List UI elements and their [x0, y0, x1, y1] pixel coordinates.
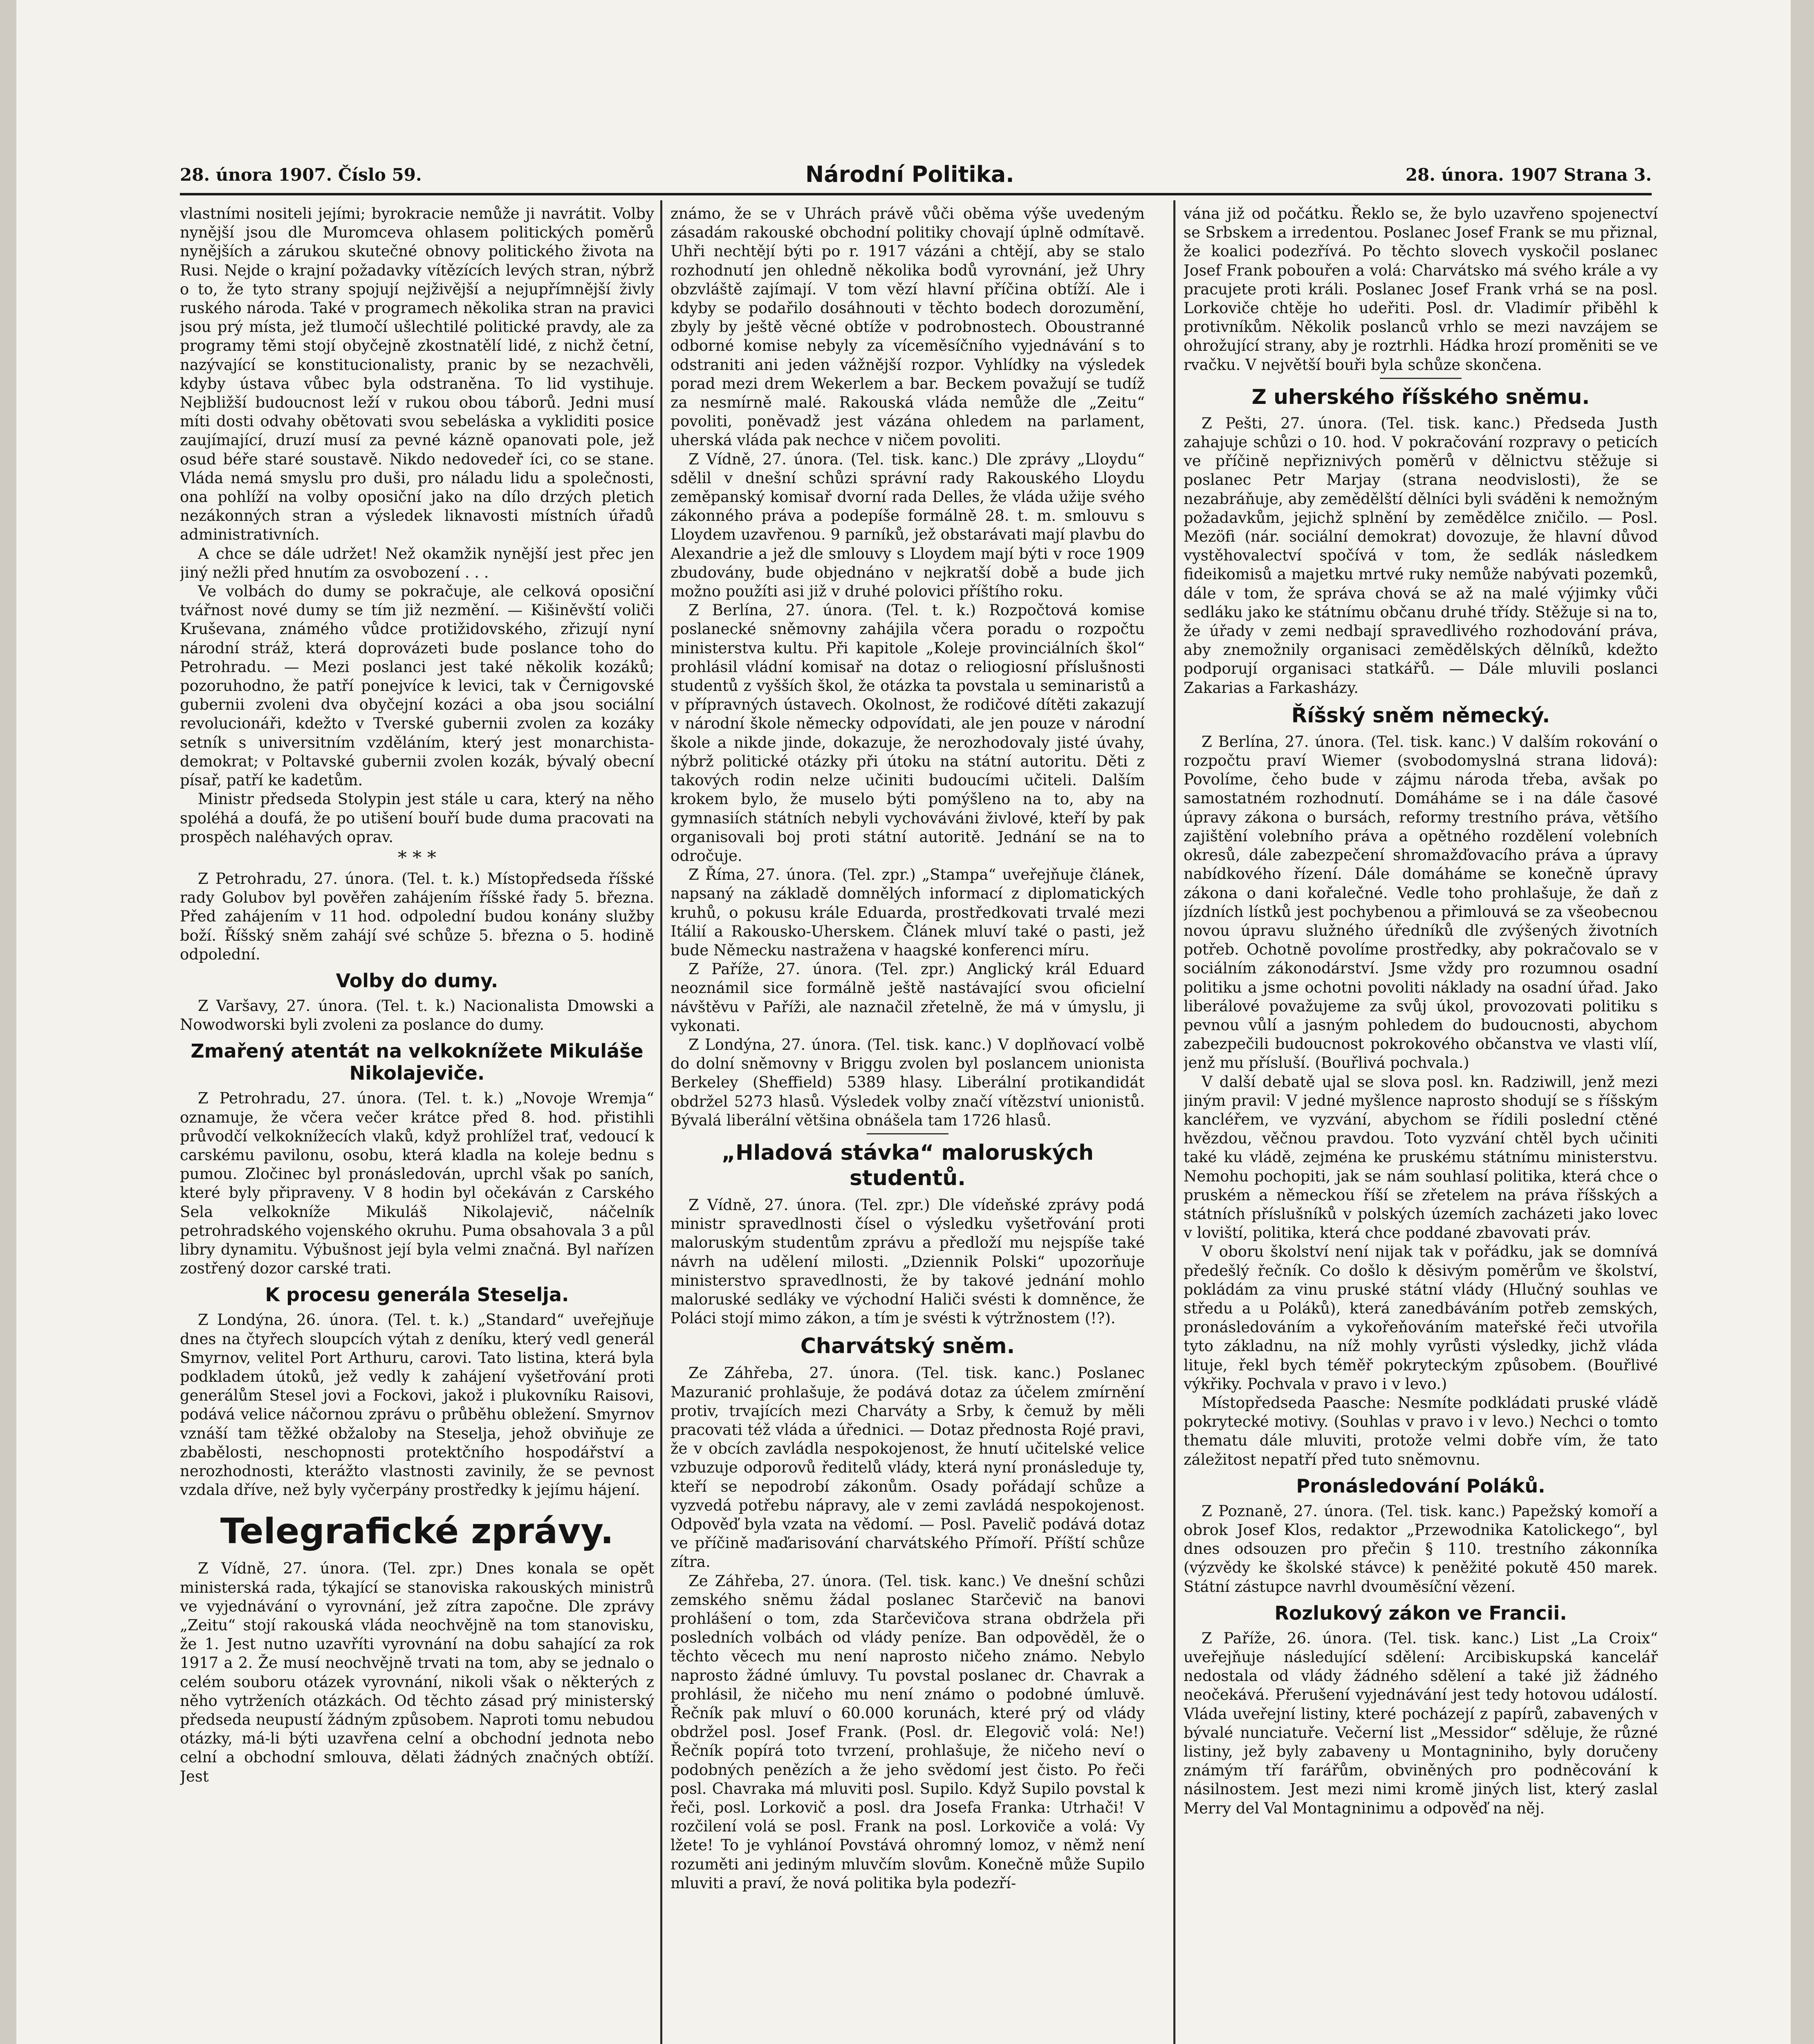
paragraph: Z Paříže, 26. února. (Tel. tisk. kanc.) List „La Croix“ uveřejňuje následující sdělení: Arcibiskupská kancelář nedostala od vlády žádného sdělení a také již žádného neočekává. Přerušení vyjednávání jest tedy hotovou událostí. Vláda uveřejní listiny, které pocházejí z papírů, zabavených v bývalé nunciatuře. Večerní list „Messidor“ sděluje, že různé listiny, jež byly zabaveny u Montagniniho, byly doručeny známým tří farářům, obviněných pro podněcování k násilnostem. Jest mezi nimi kromě jiných list, který zaslal Merry del Val Montagninimu a odpověď na něj.	[1184, 1629, 1658, 1817]
paragraph: Ze Záhřeba, 27. února. (Tel. tisk. kanc.) Poslanec Mazuranić prohlašuje, že podává dotaz za účelem zmírnění protiv, trvajících mezi Charváty a Srby, k čemuž by měli pracovati též vláda a úřednici. — Dotaz přednosta Rojé pravi, že v obcích zavládla nespokojenost, že hnutí učitelské velice vzbuzuje odporovů ředitelů vlády, která nyní pronásleduje ty, kteří se nepodrobí zákonům. Osady pořádají schůze a vyzvedá potřebu nápravy, ale v zemi zavládá nespokojenost. Odpověď byla vzata na vědomí. — Posl. Pavelič podává dotaz ve příčině maďarisování charvátského Přímoří. Příští schůze zítra.	[670, 1364, 1145, 1571]
paragraph: Z Petrohradu, 27. února. (Tel. t. k.) „Novoje Wremja“ oznamuje, že včera večer krátce před 8. hod. přistihli průvodčí velkoknížecích vlaků, když prohlížel trať, vedoucí k carskému pavilonu, osobu, která kladla na koleje bednu s pumou. Zločinec byl pronásledován, uprchl však po saních, které byly připraveny. V 8 hodin byl očekáván z Carského Sela velkokníže Mikuláš Nikolajevič, náčelník petrohradského vojenského okruhu. Puma obsahovala 3 a půl libry dynamitu. Výbušnost její byla velmi značná. Byl nařízen zostřený dozor carské trati.	[180, 1089, 654, 1278]
paragraph: Z Poznaně, 27. února. (Tel. tisk. kanc.) Papežský komoří a obrok Josef Klos, redaktor „Przewodnika Katolickego“, byl dnes odsouzen pro přečin § 110. trestního zákonníka (výzvědy ke školské stávce) k peněžité pokutě 450 marek. Státní zástupce navrhl dvouměsíční vězení.	[1184, 1502, 1658, 1596]
headline-nemecky-snem: Říšský sněm německý.	[1291, 703, 1550, 727]
header-date-page: 28. února. 1907 Strana 3.	[1405, 165, 1652, 185]
paragraph: Z Varšavy, 27. února. (Tel. t. k.) Nacionalista Dmowski a Nowodworski byli zvoleni za poslance do dumy.	[180, 997, 654, 1034]
headline-atentat: Zmařený atentát na velkoknížete Mikuláše Nikolajeviče.	[191, 1040, 644, 1085]
section-ornament: * * *	[398, 847, 436, 868]
column-divider-1	[660, 200, 662, 2044]
right-page-shadow	[1791, 0, 1814, 2044]
headline-proces-steselja: K procesu generála Steselja.	[265, 1284, 569, 1306]
section-rule	[867, 1133, 948, 1134]
page-header	[180, 161, 1652, 190]
paragraph: vlastními nositeli jejími; byrokracie nemůže ji navrátit. Volby nynější jsou dle Muromceva ohlasem politických poměrů nynějších a zárukou skutečné obnovy politického života na Rusi. Nejde o krajní požadavky vítězících levých stran, nýbrž o to, že tyto strany spojují nejživější a nejupřímnější živly ruského národa. Také v programech několika stran na pravici jsou prý místa, jež tlumočí ušlechtilé politické pravdy, ale za programy těmi stojí obyčejně zkostnatělí lidé, z nichž četní, nazývající se konstitucionalisty, pranic by se nezachvěli, kdyby ústava vůbec byla odstraněna. To lid vystihuje. Nejbližší budoucnost leží v rukou obou táborů. Jedni musí míti dosti odvahy obětovati svou sebeláska a vykliditi posice zaujímající, druzí musí za pevné kázně opanovati pole, jež osud béře staré soustavě. Nikdo nedovedeř íci, co se stane. Vláda nemá smyslu pro duši, pro náladu lidu a společnosti, ona pohlíží na volby oposiční jako na dílo drzých pletich nezákonných stran a výsledek liknavosti místních úřadů administrativních.	[180, 205, 654, 544]
header-rule	[180, 193, 1652, 195]
headline-uhersky-snem: Z uherského říšského sněmu.	[1251, 385, 1590, 409]
paragraph: Z Pešti, 27. února. (Tel. tisk. kanc.) Předseda Justh zahajuje schůzi o 10. hod. V pokračování rozpravy o peticích ve příčině nepřiznivých poměrů v dělnictvu stěžuje si poslanec Petr Marjay (strana neodvislosti), že se nezabráňuje, aby zemědělští dělníci byli sváděni k nemožným požadavkům, jejichž splnění by zemědělce zničilo. — Posl. Mezöfi (nár. sociální demokrat) dovozuje, že hlavní důvod vystěhovalectví spočívá v tom, že sedlák následkem fideikomisů a majetku mrtvé ruky nemůže nabývati pozemků, dále v tom, že správa chová se až na malé výjimky vůči sedláku jako ke státnímu občanu druhé třídy. Stěžuje si na to, že úřady v zemi nedbají spravedlivého rozhodování práva, aby znemožnily organisaci zemědělských dělníků, kdežto podporují organisaci statkářů. — Dále mluvili poslanci Zakarias a Farkasházy.	[1184, 414, 1658, 697]
headline-hladova-stavka: „Hladová stávka“ maloruských studentů.	[721, 1140, 1094, 1190]
headline-telegraficke-zpravy: Telegrafické zprávy.	[220, 1511, 614, 1552]
paragraph: Z Říma, 27. února. (Tel. zpr.) „Stampa“ uveřejňuje článek, napsaný na základě domnělých informací z diplomatických kruhů, o pokusu krále Eduarda, prostředkovati trvalé mezi Itálií a Rakousko-Uherskem. Článek mluví také o pasti, jež bude Německu nastražena v haagské konferenci míru.	[670, 866, 1145, 959]
paragraph: Z Paříže, 27. února. (Tel. zpr.) Anglický král Eduard neoznámil sice formálně ještě nastávající svou oficielní návštěvu v Paříži, ale naznačil zřetelně, že má v úmyslu, ji vykonati.	[670, 960, 1145, 1035]
section-rule	[1380, 378, 1462, 379]
paragraph: vána již od počátku. Řeklo se, že bylo uzavřeno spojenectví se Srbskem a irredentou. Poslanec Josef Frank se mu přiznal, že koalici podezřívá. Po těchto slovech vyskočil poslanec Josef Frank pobouřen a volá: Charvátsko má svého krále a vy pracujete proti králi. Poslanec Josef Frank vrhá se na posl. Lorkoviče chtěje ho udeřiti. Posl. dr. Vladimír přiběhl k protivníkům. Několik poslanců vrhlo se mezi navzájem se ohrožující strany, aby je roztrhli. Hádka hrozí proměniti se ve rvačku. V největší bouři byla schůze skončena.	[1184, 205, 1658, 374]
paragraph: Z Londýna, 27. února. (Tel. tisk. kanc.) V doplňovací volbě do dolní sněmovny v Briggu zvolen byl poslancem unionista Berkeley (Sheffield) 5389 hlasy. Liberální protikandidát obdržel 5273 hlasů. Výsledek volby značí vítězství unionistů. Bývalá liberální většina obnášela tam 1726 hlasů.	[670, 1035, 1145, 1129]
paragraph: Z Vídně, 27. února. (Tel. zpr.) Dle vídeňské zprávy podá ministr spravedlnosti čísel o výsledku vyšetřování proti maloruským studentům zprávu a předloží mu nejspíše také návrh na udělení milosti. „Dziennik Polski“ upozorňuje ministerstvo spravedlnosti, že by takové jednání mohlo maloruské sedláky ve východní Haliči svésti k domněnce, že Poláci stojí mimo zákon, a tím je svésti k výtržnostem (!?).	[670, 1196, 1145, 1327]
paragraph: V oboru školství není nijak tak v pořádku, jak se domnívá předešlý řečník. Co došlo k děsivým poměrům ve školství, pokládám za vinu pruské státní vlády (Hlučný souhlas ve středu a u Poláků), která zanedbáváním potřeb zemských, pronásledováním a vykořeňováním mateřské řeči utvořila tyto základnu, na níž mohly vyrůsti výsledky, jichž vláda lituje, řekl bych téměř pokryteckým způsobem. (Bouřlivé výkřiky. Pochvala v pravo i v levo.)	[1184, 1243, 1658, 1393]
headline-charvatsky-snem: Charvátský sněm.	[800, 1334, 1015, 1359]
paragraph: Ministr předseda Stolypin jest stále u cara, který na něho spoléhá a doufá, že po utišení bouří bude duma pracovati na prospěch naléhavých oprav.	[180, 790, 654, 846]
headline-pronasledovani-polaku: Pronásledování Poláků.	[1296, 1475, 1545, 1497]
column-1	[180, 204, 654, 2044]
masthead-title: Národní Politika.	[805, 161, 1014, 187]
paragraph: A chce se dále udržet! Než okamžik nynější jest přec jen jiný nežli před hnutím za osvobození . . .	[180, 545, 654, 581]
left-page-shadow	[0, 0, 16, 2044]
column-2	[670, 204, 1145, 2044]
headline-volby-do-dumy: Volby do dumy.	[336, 969, 498, 992]
paragraph: známo, že se v Uhrách právě vůči oběma výše uvedeným zásadám rakouské obchodní politiky chovají úplně odmítavě. Uhři nechtějí býti po r. 1917 vázáni a chtějí, aby se stalo rozhodnutí jen ohledně několika bodů vyrovnání, jež Uhry obzvláště zajímají. V tom vězí hlavní příčina obtíží. Ale i kdyby se podařilo dosáhnouti v těchto bodech dorozumění, zbyly by ještě věcné obtíže v podrobnostech. Oboustranné odborné komise nebyly za víceměsíčního vyjednávání s to odstraniti ani jeden vážnější rozpor. Vyhlídky na výsledek porad mezi drem Wekerlem a bar. Beckem považují se tudíž za nesmírně malé. Rakouská vláda nemůže dle „Zeitu“ povoliti, poněvadž jest vázána ohledem na parlament, uherská vláda pak nechce v ničem povoliti.	[670, 205, 1145, 449]
header-date-issue: 28. února 1907. Číslo 59.	[180, 165, 422, 185]
paragraph: Z Vídně, 27. února. (Tel. tisk. kanc.) Dle zprávy „Lloydu“ sdělil v dnešní schůzi správní rady Rakouského Lloydu zeměpanský komisař dvorní rada Delles, že vláda užije svého zákonného práva a podepíše formálně 28. t. m. smlouvu s Lloydem uzavřenou. 9 parníků, jež obstarávati mají plavbu do Alexandrie a jež dle smlouvy s Lloydem mají býti v roce 1909 zbudovány, bude objednáno v nejkratší době a bude jich možno použíti asi již v druhé polovici příštího roku.	[670, 450, 1145, 601]
paragraph: Místopředseda Paasche: Nesmíte podkládati pruské vládě pokrytecké motivy. (Souhlas v pravo i v levo.) Nechci o tomto thematu dále mluviti, protože velmi dobře vím, že tato záležitost nepatří před tuto sněmovnu.	[1184, 1394, 1658, 1468]
paragraph: V další debatě ujal se slova posl. kn. Radziwill, jenž mezi jiným pravil: V jedné myšlence naprosto shodují se s říšským kancléřem, ve vyzvání, abychom se řídili poslední ctěné hvězdou, věčnou pravdou. Toto vyzvání chtěl bych učiniti také ku vládě, zejména ke pruskému státnímu ministerstvu. Nemohu pochopiti, jak se nám souhlasí politika, která chce o pruském a německou říší se zřetelem na práva říšských a státních příslušníků v polských územích zacházeti jako lovec v loviští, politika, která chce poddané zbavovati práv.	[1184, 1073, 1658, 1242]
paragraph: Z Petrohradu, 27. února. (Tel. t. k.) Místopředseda říšské rady Golubov byl pověřen zahájením říšské řady 5. března. Před zahájením v 11 hod. odpolední budou konány služby boží. Říšský sněm zahájí své schůze 5. března o 5. hodině odpolední.	[180, 870, 654, 963]
paragraph: Ve volbách do dumy se pokračuje, ale celková oposiční tvářnost nové dumy se tím již nezmění. — Kišiněvští voliči Kruševana, známého vůdce protižidovského, zřizují nyní národní stráž, která doprovázeti bude poslance toho do Petrohradu. — Mezi poslanci jest také několik kozáků; pozoruhodno, že patří ponejvíce k levici, tak v Černigovské gubernii zvoleni dva obyčejní kozáci a oba jsou sociální revolucionáři, kdežto v Tverské gubernii zvolen za kozáky setník s universitním vzděláním, který jest monarchista-demokrat; v Poltavské gubernii zvolen kozák, bývalý obecní písař, patří ke kadetům.	[180, 583, 654, 789]
paragraph: Z Vídně, 27. února. (Tel. zpr.) Dnes konala se opět ministerská rada, týkající se stanoviska rakouských ministrů ve vyjednávání o vyrovnání, jež zítra započne. Dle zprávy „Zeitu“ stojí rakouská vláda neochvějně na tom stanovisku, že 1. Jest nutno uzavříti vyrovnání na dobu sahající za rok 1917 a 2. Že musí neochvějně trvati na tom, aby se jednalo o celém souboru otázek vyrovnání, nikoli však o některých z něho vytrženích otázkách. Od těchto zásad prý ministerský předseda neupustí žádným způsobem. Naproti tomu nebudou otázky, má-li býti uzavřena celní a obchodní jednota nebo celní a obchodní smlouva, dělati žádných značných obtíží. Jest	[180, 1560, 654, 1785]
headline-rozlukovy-zakon: Rozlukový zákon ve Francii.	[1274, 1602, 1567, 1624]
column-divider-2	[1173, 200, 1175, 2044]
paragraph: Ze Záhřeba, 27. února. (Tel. tisk. kanc.) Ve dnešní schůzi zemského sněmu žádal poslanec Starčevič na banovi prohlášení o tom, zda Starčevičova strana obdržela při posledních volbách od vlády peníze. Ban odpověděl, že o těchto věcech mu není naprosto ničeho známo. Nebylo naprosto žádné úmluvy. Tu povstal poslanec dr. Chavrak a prohlásil, že ničeho mu není známo o podobné úmluvě. Řečník pak mluví o 60.000 korunách, které prý od vlády obdržel posl. Josef Frank. (Posl. dr. Elegovič volá: Ne!) Řečník popírá toto tvrzení, prohlašuje, že ničeho neví o podobných penězích a že jeho svědomí jest čisto. Po řeči posl. Chavraka má mluviti posl. Supilo. Když Supilo povstal k řeči, posl. Lorkovič a posl. dra Josefa Franka: Utrhači! V rozčilení volá se posl. Frank na posl. Lorkoviče a volá: Vy lžete! To je vyhlánoí Povstává ohromný lomoz, v němž není rozuměti ani jediným mluvčím slovům. Konečně může Supilo mluviti a praví, že nová politika byla podezří-	[670, 1572, 1145, 1892]
column-3	[1184, 204, 1658, 2044]
paragraph: Z Berlína, 27. února. (Tel. t. k.) Rozpočtová komise poslanecké sněmovny zahájila včera poradu o rozpočtu ministerstva kultu. Při kapitole „Koleje provinciálních škol“ prohlásil vládní komisař na dotaz o reliogiosní příslušnosti studentů z vyšších škol, že otázka ta povstala u seminaristů a v přípravných ústavech. Okolnost, že rodičové dítěti zakazují v národní škole německy odpovídati, ale jen pouze v národní škole a nikde jinde, dokazuje, že nerozhodovaly jisté úvahy, nýbrž politické otázky při útoku na státní autoritu. Děti z takových rodin nelze učiniti budoucími učiteli. Dalším krokem bylo, že muselo býti pomýšleno na to, aby na gymnasiích státních nebyli vychováváni živlové, kteří by pak organisovali boj proti státní autoritě. Jednání se na to odročuje.	[670, 601, 1145, 865]
paragraph: Z Berlína, 27. února. (Tel. tisk. kanc.) V dalším rokování o rozpočtu praví Wiemer (svobodomyslná strana lidová): Povolíme, čeho bude v zájmu národa třeba, avšak po samostatném rozhodnutí. Domáháme se i na dále časové úpravy zákona o bursách, reformy trestního práva, většího zajištění volebního práva a opětného rozdělení volebních okresů, dále zabezpečení shromažďovacího práva a úpravy nabídkového řízení. Dále domáháme se konečně úpravy zákona o dani kořalečné. Vedle toho prohlašuje, že daň z jízdních lístků jest pochybenou a přimlouvá se za všeobecnou novou úpravu služného úředníků dle zvýšených životních potřeb. Ochotně povolíme prostředky, aby pokračovalo se v sociálním zákonodárství. Jsme vždy pro rozumnou osadní politiku a jsme ochotni povoliti náklady na osadní úřad. Jako liberálové považujeme za svůj úkol, provozovati politiku s pevnou vůlí a jasným pohledem do budoucnosti, abychom zabezpečili budoucnost pokrokového občanstva ve vlasti vlíí, jenž mu přísluší. (Bouřlivá pochvala.)	[1184, 733, 1658, 1072]
paragraph: Z Londýna, 26. února. (Tel. t. k.) „Standard“ uveřejňuje dnes na čtyřech sloupcích výtah z deníku, který vedl generál Smyrnov, velitel Port Arthuru, carovi. Tato listina, která byla podkladem útoků, jež vedly k zahájení vyšetřování proti generálům Stesel jovi a Fockovi, jakož i plukovníku Raisovi, podává velice náčornou zprávu o průběhu obležení. Smyrnov vznáší tam těžké obžaloby na Steselja, jehož obviňuje ze zbabělosti, neschopnosti protektčního hospodářství a nerozhodnosti, kterážto vlastnosti zavinily, že se pevnost vzdala dříve, než byly vyčerpány prostředky k jejímu hájení.	[180, 1311, 654, 1499]
